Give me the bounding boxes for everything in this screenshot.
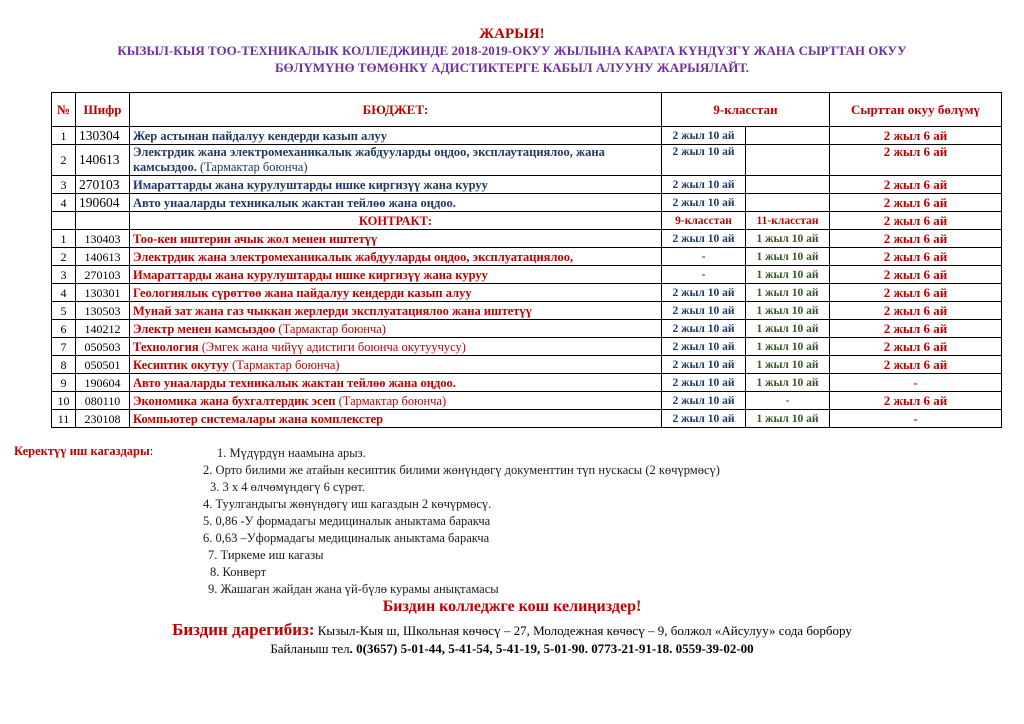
- document-item: 2. Орто билими же атайын кесиптик билими жөнүндөгү документтин түп нускасы (2 көчүрмөсү): [203, 463, 720, 477]
- row-specialty: [130, 392, 662, 410]
- row-code: 270103: [76, 176, 130, 194]
- specialty-name: Жер астынан пайдалуу кендерди казып алуу: [133, 128, 387, 143]
- duration-grade11: 1 жыл 10 ай: [746, 356, 830, 374]
- row-number: 8: [52, 356, 76, 374]
- header-code: Шифр: [76, 93, 130, 127]
- duration-grade9: 2 жыл 10 ай: [662, 194, 746, 212]
- address-label: Биздин дарегибиз:: [172, 620, 315, 639]
- row-specialty: [130, 374, 662, 392]
- row-specialty: [130, 302, 662, 320]
- row-specialty: [130, 266, 662, 284]
- table-row: [52, 356, 1002, 374]
- duration-grade11: [746, 176, 830, 194]
- row-code: 130403: [76, 230, 130, 248]
- table-row: [52, 127, 1002, 145]
- specialty-name: Имараттарды жана курулуштарды ишке киргизүү жана куруу: [133, 267, 488, 282]
- duration-distance: 2 жыл 6 ай: [830, 248, 1002, 266]
- duration-grade11: 1 жыл 10 ай: [746, 374, 830, 392]
- table-row: [52, 338, 1002, 356]
- specialty-name: Тоо-кен иштерин ачык жол менен иштетүү: [133, 231, 378, 246]
- contract-dist: 2 жыл 6 ай: [830, 212, 1002, 230]
- duration-grade9: 2 жыл 10 ай: [662, 320, 746, 338]
- table-header-row: [52, 93, 1002, 127]
- row-specialty: [130, 194, 662, 212]
- duration-distance: -: [830, 374, 1002, 392]
- row-number: 4: [52, 194, 76, 212]
- specialty-name: Электрдик жана электромеханикалык жабдууларды оңдоо, эксплаутациялоо, жана камсыздоо.: [133, 145, 605, 174]
- table-row: [52, 374, 1002, 392]
- duration-distance: -: [830, 410, 1002, 428]
- row-number: 1: [52, 230, 76, 248]
- row-specialty: [130, 356, 662, 374]
- admissions-table: [51, 92, 1002, 428]
- table-row: [52, 392, 1002, 410]
- document-item: 1. Мүдүрдүн наамына арыз.: [217, 446, 366, 460]
- specialty-name: Кесиптик окутуу: [133, 357, 229, 372]
- row-number: 9: [52, 374, 76, 392]
- row-code: 130503: [76, 302, 130, 320]
- row-specialty: [130, 176, 662, 194]
- specialty-note: (Тармактар боюнча): [232, 357, 340, 372]
- duration-distance: 2 жыл 6 ай: [830, 356, 1002, 374]
- duration-distance: 2 жыл 6 ай: [830, 230, 1002, 248]
- row-number: 7: [52, 338, 76, 356]
- announcement-title: ЖАРЫЯ!: [479, 26, 545, 42]
- row-specialty: [130, 338, 662, 356]
- row-code: 140212: [76, 320, 130, 338]
- row-code: 270103: [76, 266, 130, 284]
- duration-grade9: 2 жыл 10 ай: [662, 230, 746, 248]
- row-specialty: [130, 230, 662, 248]
- duration-distance: 2 жыл 6 ай: [830, 145, 1002, 176]
- duration-grade11: 1 жыл 10 ай: [746, 410, 830, 428]
- document-item: 5. 0,86 -У формадагы медициналык аныктама баракча: [203, 514, 491, 528]
- announcement-subtitle: [40, 42, 984, 76]
- duration-distance: 2 жыл 6 ай: [830, 302, 1002, 320]
- specialty-name: Электрдик жана электромеханикалык жабдууларды оңдоо, эксплуатациялоо,: [133, 249, 574, 264]
- row-code: 130304: [76, 127, 130, 145]
- duration-distance: 2 жыл 6 ай: [830, 176, 1002, 194]
- header-grade9: 9-класстан: [662, 93, 830, 127]
- contract-grade11: 11-класстан: [746, 212, 830, 230]
- row-code: 190604: [76, 194, 130, 212]
- welcome-message: Биздин колледжге кош келиңиздер!: [382, 598, 642, 615]
- row-specialty: [130, 127, 662, 145]
- duration-distance: 2 жыл 6 ай: [830, 127, 1002, 145]
- specialty-name: Мунай зат жана газ чыккан жерлерди эксплуатациялоо жана иштетүү: [133, 303, 532, 318]
- header-no: №: [52, 93, 76, 127]
- document-item: 3. 3 х 4 өлчөмүндөгү 6 сүрөт.: [210, 480, 365, 494]
- table-row: [52, 320, 1002, 338]
- duration-grade9: 2 жыл 10 ай: [662, 338, 746, 356]
- document-item: 7. Тиркеме иш кагазы: [208, 548, 324, 562]
- duration-grade11: 1 жыл 10 ай: [746, 230, 830, 248]
- row-specialty: [130, 248, 662, 266]
- specialty-name: Авто унааларды техникалык жактан тейлөө жана оңдоо.: [133, 375, 456, 390]
- row-number: 1: [52, 127, 76, 145]
- contacts-label: Байланыш тел: [270, 641, 350, 656]
- specialty-note: (Тармактар боюнча): [338, 393, 447, 408]
- specialty-name: Компьютер системалары жана комплекстер: [133, 411, 384, 426]
- duration-grade11: [746, 127, 830, 145]
- duration-grade11: [746, 145, 830, 176]
- row-code: 130301: [76, 284, 130, 302]
- duration-distance: 2 жыл 6 ай: [830, 392, 1002, 410]
- specialty-note: (Тармактар боюнча): [199, 160, 308, 174]
- header-distance: Сырттан окуу бөлүмү: [830, 93, 1002, 127]
- row-number: 3: [52, 266, 76, 284]
- specialty-name: Электр менен камсыздоо: [133, 321, 276, 336]
- document-item: 6. 0,63 –Уформадагы медициналык аныктама баракча: [203, 531, 490, 545]
- table-row: [52, 284, 1002, 302]
- row-number: 4: [52, 284, 76, 302]
- duration-grade9: 2 жыл 10 ай: [662, 127, 746, 145]
- table-row: [52, 266, 1002, 284]
- contacts-line: [0, 641, 1024, 657]
- required-documents-label: Керектүү иш кагаздары:: [14, 444, 154, 458]
- header-budget: БЮДЖЕТ:: [130, 93, 662, 127]
- row-number: 10: [52, 392, 76, 410]
- duration-grade9: -: [662, 266, 746, 284]
- duration-grade11: 1 жыл 10 ай: [746, 338, 830, 356]
- row-code: 050503: [76, 338, 130, 356]
- duration-grade11: 1 жыл 10 ай: [746, 266, 830, 284]
- duration-grade11: [746, 194, 830, 212]
- row-specialty: [130, 145, 662, 176]
- row-code: 080110: [76, 392, 130, 410]
- subtitle-line-2: БӨЛҮМҮНӨ ТӨМӨНКҮ АДИСТИКТЕРГЕ КАБЫЛ АЛУУНУ ЖАРЫЯЛАЙТ.: [274, 60, 750, 75]
- table-row: [52, 302, 1002, 320]
- duration-grade9: 2 жыл 10 ай: [662, 176, 746, 194]
- table-row: [52, 230, 1002, 248]
- contract-label: КОНТРАКТ:: [130, 212, 662, 230]
- row-number: 3: [52, 176, 76, 194]
- specialty-note: (Тармактар боюнча): [278, 321, 386, 336]
- table-row: [52, 410, 1002, 428]
- duration-grade11: 1 жыл 10 ай: [746, 302, 830, 320]
- duration-grade9: 2 жыл 10 ай: [662, 410, 746, 428]
- table-row: [52, 176, 1002, 194]
- document-item: 4. Туулгандыгы жөнүндөгү иш кагаздын 2 көчүрмөсү.: [203, 497, 492, 511]
- row-number: 11: [52, 410, 76, 428]
- duration-grade9: 2 жыл 10 ай: [662, 392, 746, 410]
- duration-grade11: 1 жыл 10 ай: [746, 320, 830, 338]
- duration-grade11: 1 жыл 10 ай: [746, 284, 830, 302]
- row-number: 2: [52, 248, 76, 266]
- specialty-name: Имараттарды жана курулуштарды ишке киргизүү жана куруу: [133, 177, 488, 192]
- duration-distance: 2 жыл 6 ай: [830, 194, 1002, 212]
- row-specialty: [130, 284, 662, 302]
- duration-distance: 2 жыл 6 ай: [830, 338, 1002, 356]
- specialty-name: Геологиялык сүрөттөө жана пайдалуу кендерди казып алуу: [133, 285, 472, 300]
- row-code: 050501: [76, 356, 130, 374]
- table-row: [52, 145, 1002, 176]
- row-code: 230108: [76, 410, 130, 428]
- contacts-numbers: . 0(3657) 5-01-44, 5-41-54, 5-41-19, 5-01-90. 0773-21-91-18. 0559-39-02-00: [349, 641, 754, 656]
- duration-grade9: 2 жыл 10 ай: [662, 356, 746, 374]
- row-code: 190604: [76, 374, 130, 392]
- specialty-name: Экономика жана бухгалтердик эсеп: [133, 393, 336, 408]
- address-text: Кызыл-Кыя ш, Школьная көчөсү – 27, Молодежная көчөсү – 9, болжол «Айсулуу» сода борбору: [314, 623, 852, 638]
- row-number: 6: [52, 320, 76, 338]
- row-number: 5: [52, 302, 76, 320]
- address-line: [0, 620, 1024, 640]
- duration-grade11: -: [746, 392, 830, 410]
- contract-grade9: 9-класстан: [662, 212, 746, 230]
- duration-grade9: 2 жыл 10 ай: [662, 374, 746, 392]
- duration-grade9: 2 жыл 10 ай: [662, 284, 746, 302]
- specialty-name: Авто унааларды техникалык жактан тейлөө жана оңдоо.: [133, 195, 456, 210]
- document-item: 8. Конверт: [210, 565, 267, 579]
- duration-distance: 2 жыл 6 ай: [830, 266, 1002, 284]
- document-item: 9. Жашаган жайдан жана үй-бүлө курамы анықтамасы: [208, 582, 499, 596]
- table-row: [52, 194, 1002, 212]
- row-specialty: [130, 320, 662, 338]
- duration-distance: 2 жыл 6 ай: [830, 284, 1002, 302]
- duration-grade9: 2 жыл 10 ай: [662, 145, 746, 176]
- specialty-note: (Эмгек жана чийүү адистиги боюнча окутуучусу): [201, 339, 466, 354]
- row-specialty: [130, 410, 662, 428]
- contract-header-row: [52, 212, 1002, 230]
- duration-distance: 2 жыл 6 ай: [830, 320, 1002, 338]
- table-row: [52, 248, 1002, 266]
- row-number: 2: [52, 145, 76, 176]
- subtitle-line-1: КЫЗЫЛ-КЫЯ ТОО-ТЕХНИКАЛЫК КОЛЛЕДЖИНДЕ 2018-2019-ОКУУ ЖЫЛЫНА КАРАТА КҮНДҮЗГҮ ЖАНА СЫРТТАН ОКУУ: [117, 43, 907, 58]
- row-code: 140613: [76, 248, 130, 266]
- specialty-name: Технология: [133, 339, 199, 354]
- row-code: 140613: [76, 145, 130, 176]
- duration-grade9: -: [662, 248, 746, 266]
- duration-grade11: 1 жыл 10 ай: [746, 248, 830, 266]
- duration-grade9: 2 жыл 10 ай: [662, 302, 746, 320]
